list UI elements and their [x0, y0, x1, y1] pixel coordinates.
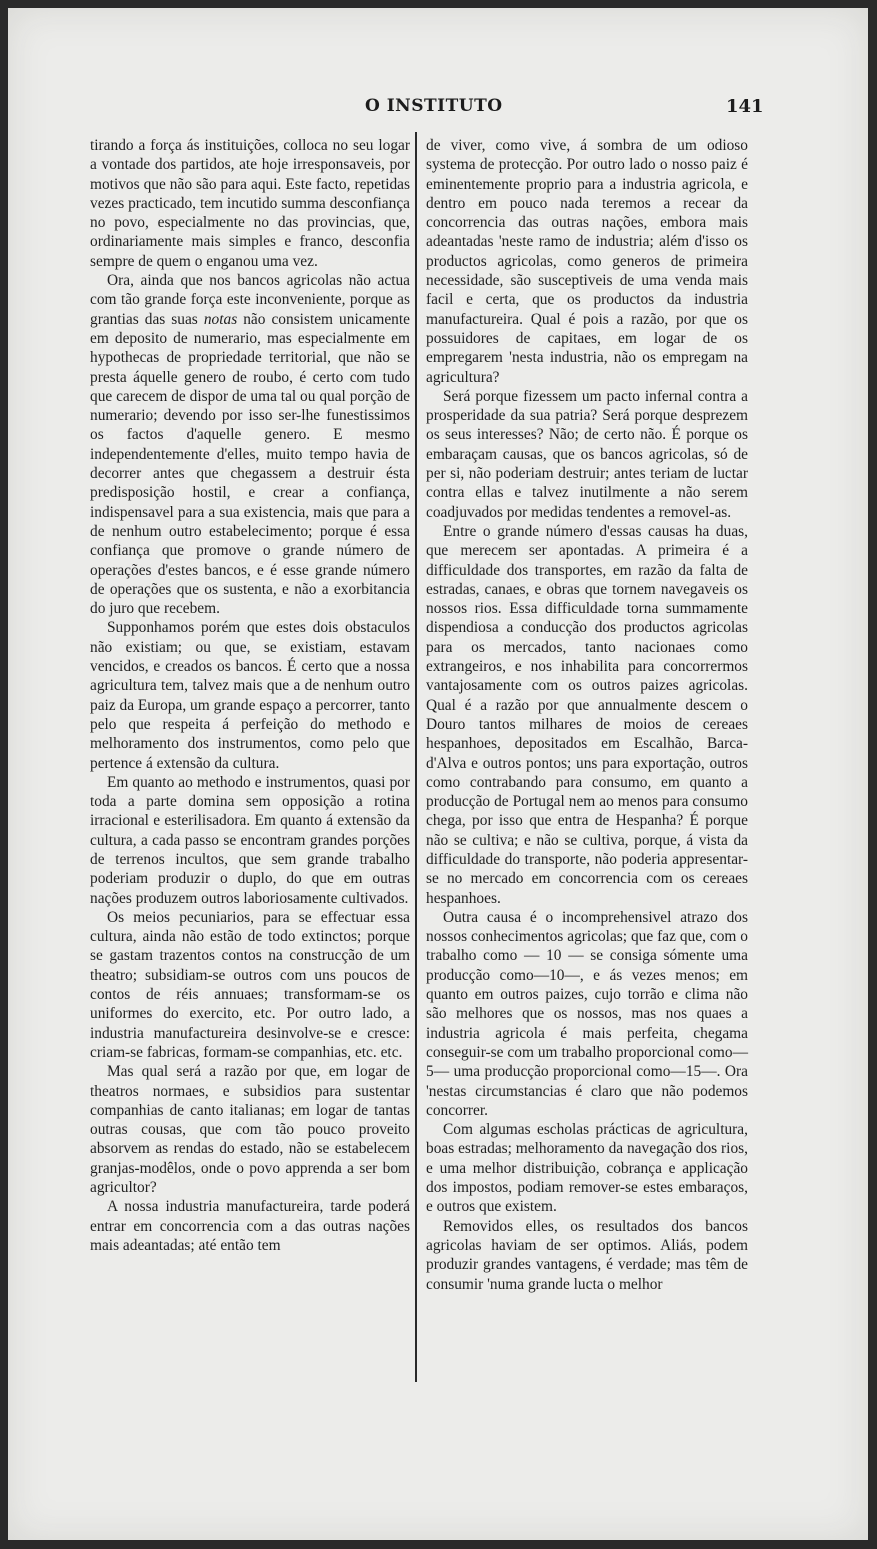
left-column	[90, 136, 410, 1255]
paragraph: Mas qual será a razão por que, em logar de theatros normaes, e subsidios para sustentar companhias de canto italianas; em logar de tantas outras cousas, que com tão pouco proveito absorvem as rendas do estado, não se estabelecem granjas-modêlos, onde o povo apprenda a ser bom agricultor?	[90, 1063, 410, 1197]
page-header	[8, 96, 868, 120]
paragraph	[90, 271, 410, 618]
paragraph: Removidos elles, os resultados dos bancos agricolas haviam de ser optimos. Aliás, podem produzir grandes vantagens, é verdade; mas têm de consumir 'numa grande lucta o melhor	[426, 1217, 748, 1293]
paragraph: Outra causa é o incomprehensivel atrazo dos nossos conhecimentos agricolas; que faz que, com o trabalho como — 10 — se consiga sómente uma producção como—10—, e ás vezes menos; em quanto em outros paizes, cujo torrão e clima não são melhores que os nossos, mas nos quaes a industria agricola é mais perfeita, chegama conseguir-se com um trabalho proporcional como—5— uma producção proporcional como—15—. Ora 'nestas circumstancias é claro que não podemos concorrer.	[426, 908, 748, 1119]
paragraph: Em quanto ao methodo e instrumentos, quasi por toda a parte domina sem opposição a rotina irracional e esterilisadora. Em quanto á extensão da cultura, a cada passo se encontram grandes porções de terrenos incultos, que sem grande trabalho poderiam produzir o duplo, do que em outras nações produzem outros laboriosamente cultivados.	[90, 773, 410, 907]
right-column	[426, 136, 748, 1294]
paragraph: de viver, como vive, á sombra de um odioso systema de protecção. Por outro lado o nosso paiz é eminentemente proprio para a industria agricola, e dentro em pouco nada teremos a recear da concorrencia das outras nações, embora mais adeantadas 'neste ramo de industria; além d'isso os productos agricolas, como generos de primeira necessidade, são susceptiveis de uma venda mais facil e certa, que os productos da industria manufactureira. Qual é pois a razão, por que os possuidores de capitaes, em logar de os empregarem 'nesta industria, não os empregam na agricultura?	[426, 137, 748, 386]
paragraph: Será porque fizessem um pacto infernal contra a prosperidade da sua patria? Será porque desprezem os seus interesses? Não; de certo não. É porque os embaraçam causas, que os bancos agricolas, só de per si, não poderiam destruir; antes teriam de luctar contra ellas e talvez inutilmente a não serem coadjuvados por medidas tendentes a removel-as.	[426, 387, 748, 521]
paragraph: Com algumas escholas prácticas de agricultura, boas estradas; melhoramento da navegação dos rios, e uma melhor distribuição, cobrança e applicação dos impostos, podiam remover-se estes embaraços, e outros que existem.	[426, 1121, 748, 1216]
paragraph: A nossa industria manufactureira, tarde poderá entrar em concorrencia com a das outras nações mais adeantadas; até então tem	[90, 1198, 410, 1254]
paragraph: Entre o grande número d'essas causas ha duas, que merecem ser apontadas. A primeira é a difficuldade dos transportes, em razão da falta de estradas, canaes, e obras que tornem navegaveis os nossos rios. Essa difficuldade torna summamente dispendiosa a conducção dos productos agricolas para os mercados, tanto nacionaes como extrangeiros, e nos inhabilita para concorrermos vantajosamente com os outros paizes agricolas. Qual é a razão por que annualmente descem o Douro tantos milhares de moios de cereaes hespanhoes, depositados em Escalhão, Barca-d'Alva e outros pontos; uns para exportação, outros como contrabando para consumo, em quanto a producção de Portugal nem ao menos para consumo chega, por isso que entra de Hespanha? É porque não se cultiva; e não se cultiva, porque, á vista da difficuldade do transporte, não poderia appresentar-se no mercado em concorrencia com os cereaes hespanhoes.	[426, 522, 748, 907]
column-divider	[415, 132, 417, 1382]
italic-word: notas	[203, 310, 238, 328]
paragraph: tirando a força ás instituições, colloca no seu logar a vontade dos partidos, ate hoje irresponsaveis, por motivos que não são para aqui. Este facto, repetidas vezes practicado, tem incutido summa desconfiança no povo, especialmente no das provincias, que, ordinariamente mais simples e franco, desconfia sempre de quem o enganou uma vez.	[90, 137, 410, 270]
page-number: 141	[726, 96, 764, 117]
newspaper-page	[8, 8, 868, 1540]
paragraph: Os meios pecuniarios, para se effectuar essa cultura, ainda não estão de todo extinctos; porque se gastam trazentos contos na construcção de um theatro; subsidiam-se outros com uns poucos de contos de réis annuaes; transformam-se os uniformes do exercito, etc. Por outro lado, a industria manufactureira desinvolve-se e cresce: criam-se fabricas, formam-se companhias, etc. etc.	[90, 908, 410, 1061]
journal-title: O INSTITUTO	[365, 96, 503, 116]
paragraph-text: Ora, ainda que nos bancos agricolas não actua com tão grande força este inconveniente, porque as grantias das suas	[90, 272, 410, 328]
paragraph-text: não consistem unicamente em deposito de numerario, mas especialmente em hypothecas de propriedade territorial, que não se presta áquelle genero de roubo, é certo com tudo que carecem de dispor de uma tal ou qual porção de numerario; devendo por isso ser-lhe funestissimos os factos d'aquelle genero. E mesmo independentemente d'elles, muito tempo havia de decorrer antes que chegassem a destruir ésta predisposição hostil, e crear a confiança, indispensavel para a sua existencia, mais que para a de nenhum outro estabelecimento; porque é essa confiança que promove o grande número de operações d'estes bancos, e é esse grande número de operações que os sustenta, e não a exorbitancia do juro que recebem.	[90, 310, 410, 618]
paragraph: Supponhamos porém que estes dois obstaculos não existiam; ou que, se existiam, estavam vencidos, e creados os bancos. É certo que a nossa agricultura tem, talvez mais que a de nenhum outro paiz da Europa, um grande espaço a percorrer, tanto pelo que respeita á perfeição do methodo e melhoramento dos instrumentos, como pelo que pertence á extensão da cultura.	[90, 619, 410, 772]
